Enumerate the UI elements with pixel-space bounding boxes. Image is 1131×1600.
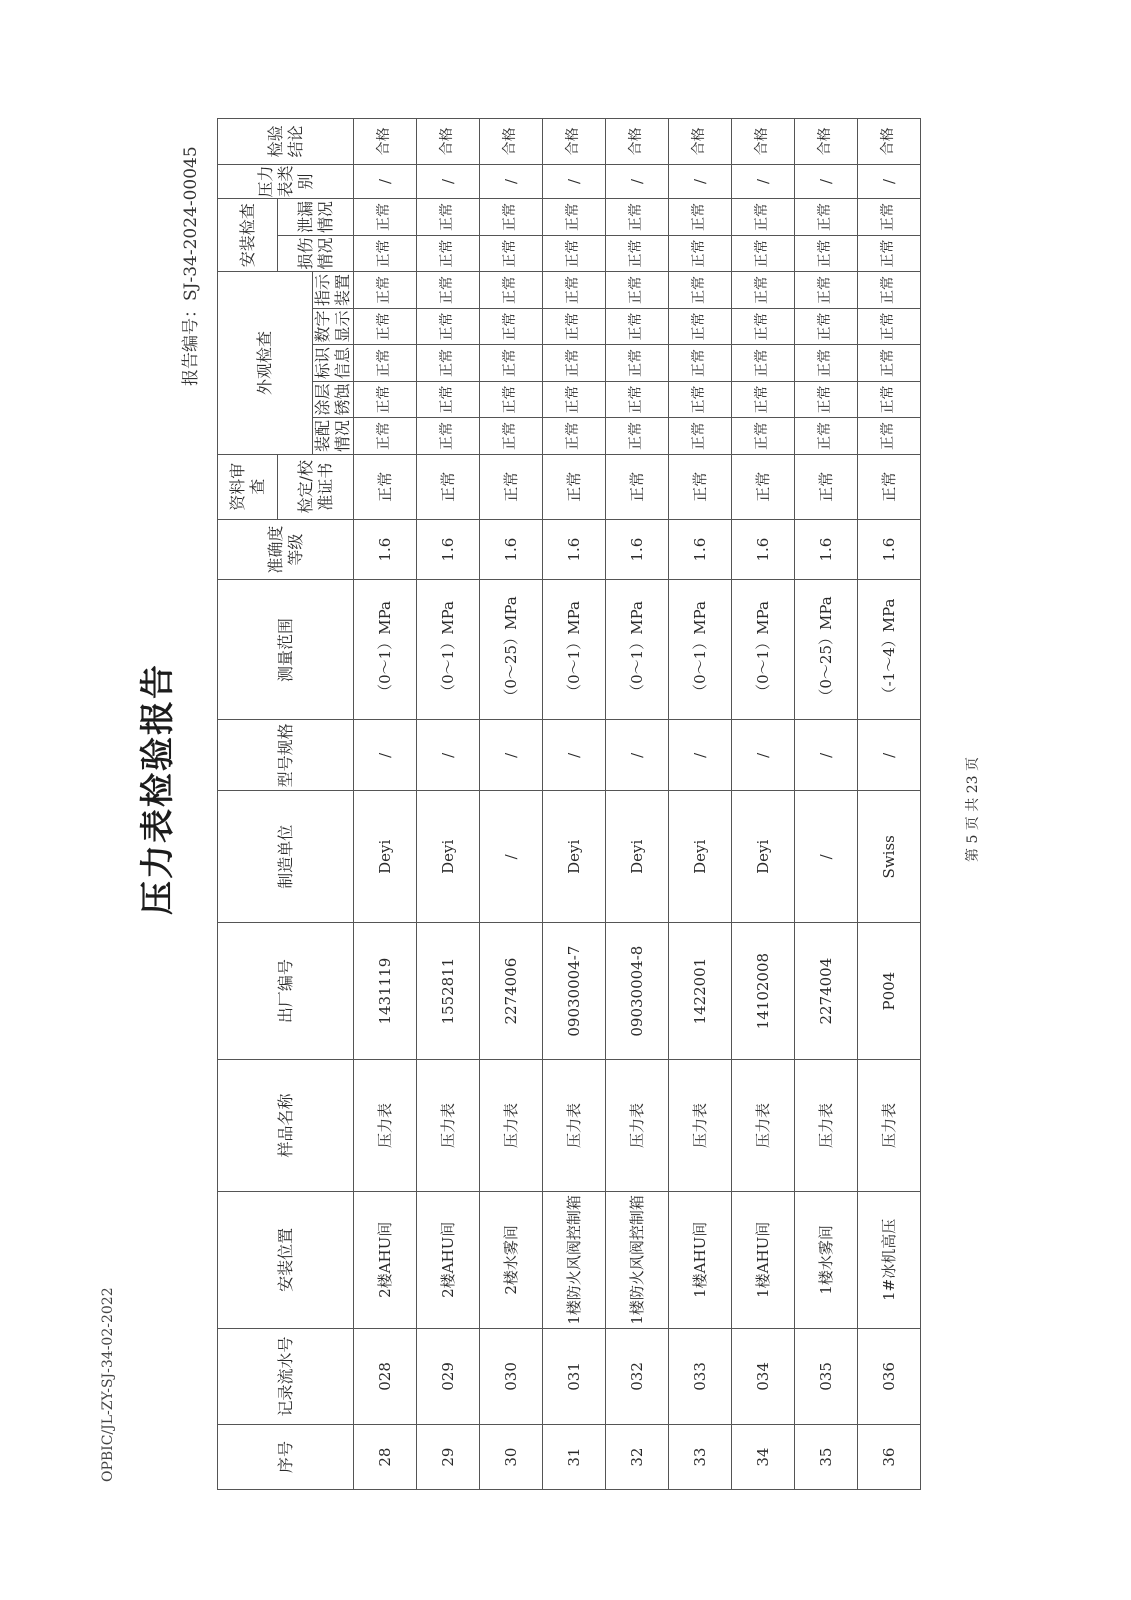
cell-range: （0～1）MPa	[732, 580, 795, 720]
cell-conclusion: 合格	[795, 119, 858, 165]
header-pointer: 指示装置	[313, 272, 354, 309]
cell-cert: 正常	[354, 454, 417, 519]
cell-assembly: 正常	[543, 418, 606, 455]
cell-coating: 正常	[732, 381, 795, 418]
cell-seq: 34	[732, 1425, 795, 1490]
cell-serial: 09030004-7	[543, 923, 606, 1060]
cell-leak: 正常	[795, 199, 858, 236]
cell-record: 033	[669, 1328, 732, 1424]
cell-cert: 正常	[795, 454, 858, 519]
page-footer: 第 5 页 共 23 页	[965, 757, 981, 862]
cell-pointer: 正常	[795, 272, 858, 309]
cell-damage: 正常	[606, 235, 669, 272]
cell-maker: Deyi	[417, 791, 480, 923]
table-row	[669, 119, 732, 1490]
cell-range: （0～1）MPa	[606, 580, 669, 720]
cell-conclusion: 合格	[417, 119, 480, 165]
cell-category: /	[354, 164, 417, 198]
cell-marking: 正常	[795, 345, 858, 382]
cell-model: /	[732, 720, 795, 791]
cell-maker: /	[480, 791, 543, 923]
table-row	[543, 119, 606, 1490]
cell-marking: 正常	[543, 345, 606, 382]
cell-record: 034	[732, 1328, 795, 1424]
report-number: 报告编号：SJ-34-2024-00045	[181, 146, 201, 386]
cell-accuracy: 1.6	[606, 519, 669, 580]
table-row	[858, 119, 921, 1490]
cell-name: 压力表	[543, 1060, 606, 1192]
form-code: OPBIC/JL-ZY-SJ-34-02-2022	[100, 1287, 116, 1482]
cell-marking: 正常	[858, 345, 921, 382]
cell-accuracy: 1.6	[543, 519, 606, 580]
cell-model: /	[858, 720, 921, 791]
cell-range: （0～25）MPa	[480, 580, 543, 720]
cell-serial: 1422001	[669, 923, 732, 1060]
cell-marking: 正常	[606, 345, 669, 382]
cell-name: 压力表	[732, 1060, 795, 1192]
cell-conclusion: 合格	[858, 119, 921, 165]
table-row	[417, 119, 480, 1490]
cell-seq: 36	[858, 1425, 921, 1490]
cell-accuracy: 1.6	[354, 519, 417, 580]
table-row	[732, 119, 795, 1490]
cell-seq: 35	[795, 1425, 858, 1490]
cell-leak: 正常	[480, 199, 543, 236]
cell-range: （0～1）MPa	[669, 580, 732, 720]
header-maker: 制造单位	[218, 791, 354, 923]
cell-pointer: 正常	[669, 272, 732, 309]
cell-pointer: 正常	[606, 272, 669, 309]
cell-location: 1楼防火风阀控制箱	[606, 1191, 669, 1328]
cell-model: /	[480, 720, 543, 791]
cell-serial: 09030004-8	[606, 923, 669, 1060]
cell-record: 031	[543, 1328, 606, 1424]
cell-conclusion: 合格	[480, 119, 543, 165]
cell-maker: Deyi	[732, 791, 795, 923]
header-digits: 数字显示	[313, 308, 354, 345]
cell-assembly: 正常	[606, 418, 669, 455]
cell-marking: 正常	[417, 345, 480, 382]
cell-marking: 正常	[732, 345, 795, 382]
cell-record: 029	[417, 1328, 480, 1424]
cell-assembly: 正常	[480, 418, 543, 455]
cell-name: 压力表	[354, 1060, 417, 1192]
header-location: 安装位置	[218, 1191, 354, 1328]
inspection-table	[217, 118, 921, 1490]
cell-range: （0～1）MPa	[543, 580, 606, 720]
cell-range: （0～25）MPa	[795, 580, 858, 720]
cell-name: 压力表	[480, 1060, 543, 1192]
cell-coating: 正常	[480, 381, 543, 418]
cell-name: 压力表	[858, 1060, 921, 1192]
cell-damage: 正常	[732, 235, 795, 272]
cell-seq: 30	[480, 1425, 543, 1490]
cell-leak: 正常	[354, 199, 417, 236]
cell-damage: 正常	[669, 235, 732, 272]
cell-assembly: 正常	[732, 418, 795, 455]
cell-cert: 正常	[543, 454, 606, 519]
cell-record: 035	[795, 1328, 858, 1424]
cell-maker: Deyi	[606, 791, 669, 923]
cell-seq: 28	[354, 1425, 417, 1490]
cell-accuracy: 1.6	[480, 519, 543, 580]
cell-serial: 2274006	[480, 923, 543, 1060]
cell-damage: 正常	[354, 235, 417, 272]
header-assembly: 装配情况	[313, 418, 354, 455]
cell-maker: Deyi	[354, 791, 417, 923]
table-row	[795, 119, 858, 1490]
cell-cert: 正常	[669, 454, 732, 519]
cell-category: /	[732, 164, 795, 198]
cell-damage: 正常	[858, 235, 921, 272]
cell-digits: 正常	[480, 308, 543, 345]
cell-cert: 正常	[858, 454, 921, 519]
cell-leak: 正常	[669, 199, 732, 236]
cell-location: 1楼水雾间	[795, 1191, 858, 1328]
cell-pointer: 正常	[354, 272, 417, 309]
header-damage: 损伤情况	[278, 235, 354, 272]
cell-assembly: 正常	[669, 418, 732, 455]
cell-category: /	[669, 164, 732, 198]
cell-seq: 33	[669, 1425, 732, 1490]
cell-accuracy: 1.6	[795, 519, 858, 580]
cell-coating: 正常	[858, 381, 921, 418]
cell-coating: 正常	[606, 381, 669, 418]
cell-damage: 正常	[543, 235, 606, 272]
header-name: 样品名称	[218, 1060, 354, 1192]
cell-location: 1#冰机高压	[858, 1191, 921, 1328]
header-marking: 标识信息	[313, 345, 354, 382]
cell-marking: 正常	[354, 345, 417, 382]
cell-record: 036	[858, 1328, 921, 1424]
cell-cert: 正常	[606, 454, 669, 519]
cell-pointer: 正常	[480, 272, 543, 309]
cell-location: 1楼AHU间	[669, 1191, 732, 1328]
cell-pointer: 正常	[858, 272, 921, 309]
header-serial: 出厂编号	[218, 923, 354, 1060]
header-conclusion: 检验结论	[218, 119, 354, 165]
header-leak: 泄漏情况	[278, 199, 354, 236]
cell-coating: 正常	[354, 381, 417, 418]
header-record: 记录流水号	[218, 1328, 354, 1424]
cell-maker: /	[795, 791, 858, 923]
header-cert: 检定/校准证书	[278, 454, 354, 519]
cell-range: （-1～4）MPa	[858, 580, 921, 720]
cell-location: 2楼AHU间	[354, 1191, 417, 1328]
header-accuracy: 准确度等级	[218, 519, 354, 580]
cell-maker: Deyi	[543, 791, 606, 923]
cell-marking: 正常	[669, 345, 732, 382]
cell-maker: Deyi	[669, 791, 732, 923]
cell-serial: 14102008	[732, 923, 795, 1060]
cell-category: /	[417, 164, 480, 198]
cell-assembly: 正常	[417, 418, 480, 455]
cell-accuracy: 1.6	[732, 519, 795, 580]
cell-seq: 32	[606, 1425, 669, 1490]
cell-location: 1楼防火风阀控制箱	[543, 1191, 606, 1328]
cell-accuracy: 1.6	[669, 519, 732, 580]
cell-coating: 正常	[543, 381, 606, 418]
cell-accuracy: 1.6	[858, 519, 921, 580]
table-row	[480, 119, 543, 1490]
cell-name: 压力表	[669, 1060, 732, 1192]
cell-digits: 正常	[795, 308, 858, 345]
header-doc-review: 资料审查	[218, 454, 278, 519]
cell-category: /	[480, 164, 543, 198]
cell-range: （0～1）MPa	[354, 580, 417, 720]
cell-location: 2楼水雾间	[480, 1191, 543, 1328]
cell-model: /	[669, 720, 732, 791]
page-title: 压力表检验报告	[138, 663, 178, 915]
header-install: 安装检查	[218, 199, 278, 272]
cell-conclusion: 合格	[606, 119, 669, 165]
cell-category: /	[606, 164, 669, 198]
cell-leak: 正常	[606, 199, 669, 236]
cell-maker: Swiss	[858, 791, 921, 923]
cell-serial: 1552811	[417, 923, 480, 1060]
cell-record: 032	[606, 1328, 669, 1424]
cell-pointer: 正常	[732, 272, 795, 309]
cell-leak: 正常	[732, 199, 795, 236]
cell-model: /	[354, 720, 417, 791]
cell-conclusion: 合格	[732, 119, 795, 165]
cell-category: /	[795, 164, 858, 198]
header-coating: 涂层锈蚀	[313, 381, 354, 418]
cell-damage: 正常	[795, 235, 858, 272]
cell-model: /	[543, 720, 606, 791]
header-category: 压力表类别	[218, 164, 354, 198]
cell-name: 压力表	[606, 1060, 669, 1192]
cell-range: （0～1）MPa	[417, 580, 480, 720]
cell-model: /	[795, 720, 858, 791]
table-row	[354, 119, 417, 1490]
cell-seq: 29	[417, 1425, 480, 1490]
cell-leak: 正常	[858, 199, 921, 236]
cell-model: /	[606, 720, 669, 791]
table-row	[606, 119, 669, 1490]
cell-location: 1楼AHU间	[732, 1191, 795, 1328]
cell-serial: P004	[858, 923, 921, 1060]
cell-leak: 正常	[417, 199, 480, 236]
cell-location: 2楼AHU间	[417, 1191, 480, 1328]
header-range: 测量范围	[218, 580, 354, 720]
cell-cert: 正常	[417, 454, 480, 519]
cell-digits: 正常	[858, 308, 921, 345]
cell-cert: 正常	[480, 454, 543, 519]
cell-assembly: 正常	[858, 418, 921, 455]
cell-digits: 正常	[543, 308, 606, 345]
cell-coating: 正常	[417, 381, 480, 418]
header-model: 型号规格	[218, 720, 354, 791]
cell-serial: 2274004	[795, 923, 858, 1060]
header-seq: 序号	[218, 1425, 354, 1490]
cell-coating: 正常	[795, 381, 858, 418]
cell-assembly: 正常	[795, 418, 858, 455]
cell-digits: 正常	[354, 308, 417, 345]
cell-record: 028	[354, 1328, 417, 1424]
cell-name: 压力表	[795, 1060, 858, 1192]
cell-category: /	[858, 164, 921, 198]
cell-pointer: 正常	[417, 272, 480, 309]
cell-conclusion: 合格	[354, 119, 417, 165]
cell-damage: 正常	[417, 235, 480, 272]
cell-digits: 正常	[606, 308, 669, 345]
cell-digits: 正常	[417, 308, 480, 345]
header-appearance: 外观检查	[218, 272, 313, 455]
cell-cert: 正常	[732, 454, 795, 519]
cell-conclusion: 合格	[543, 119, 606, 165]
cell-conclusion: 合格	[669, 119, 732, 165]
cell-record: 030	[480, 1328, 543, 1424]
cell-marking: 正常	[480, 345, 543, 382]
cell-serial: 1431119	[354, 923, 417, 1060]
cell-model: /	[417, 720, 480, 791]
cell-coating: 正常	[669, 381, 732, 418]
cell-digits: 正常	[669, 308, 732, 345]
cell-leak: 正常	[543, 199, 606, 236]
cell-digits: 正常	[732, 308, 795, 345]
cell-seq: 31	[543, 1425, 606, 1490]
cell-category: /	[543, 164, 606, 198]
cell-name: 压力表	[417, 1060, 480, 1192]
cell-assembly: 正常	[354, 418, 417, 455]
cell-damage: 正常	[480, 235, 543, 272]
cell-accuracy: 1.6	[417, 519, 480, 580]
cell-pointer: 正常	[543, 272, 606, 309]
